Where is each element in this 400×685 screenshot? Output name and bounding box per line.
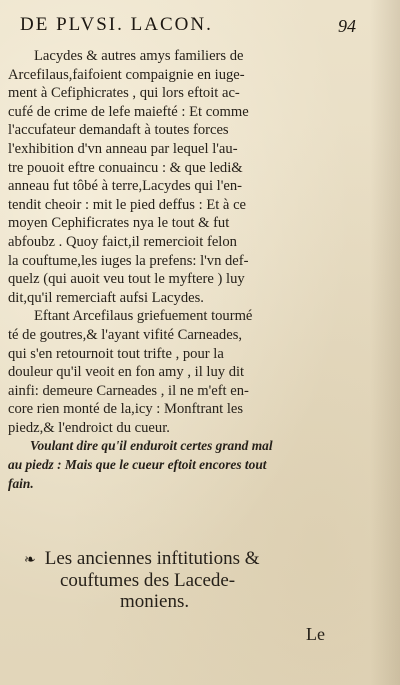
text-line: quelz (qui auoit veu tout le myftere ) luy xyxy=(8,271,245,288)
text-line: la couftume,les iuges la prefens: l'vn def- xyxy=(8,252,249,269)
text-line: ainfi: demeure Carneades , il ne m'eft en- xyxy=(8,382,249,399)
page-header xyxy=(20,14,360,42)
text-line: qui s'en retournoit tout trifte , pour la xyxy=(8,345,224,362)
body-text xyxy=(8,47,336,493)
text-line: moyen Cephificrates nya le tout & fut xyxy=(8,215,230,232)
heading-text: Les anciennes inftitutions & xyxy=(44,548,260,569)
heading-line: moniens. xyxy=(120,591,190,612)
text-line: Arcefilaus,faifoient compaignie en iuge- xyxy=(8,66,245,83)
fleuron-icon: ❧ xyxy=(24,553,36,568)
text-line: anneau fut tôbé à terre,Lacydes qui l'en- xyxy=(8,178,242,195)
text-line: Eftant Arcefilaus griefuement tourmé xyxy=(34,308,253,325)
text-line: tendit cheoir : mit le pied deffus : Et à ce xyxy=(8,196,247,213)
text-line: dit,qu'il remerciaft aufsi Lacydes. xyxy=(8,289,204,306)
text-line: ment à Cefiphicrates , qui lors eftoit ac- xyxy=(8,85,240,102)
italic-gloss-line: au piedz : Mais que le cueur eftoit encores tout xyxy=(8,457,267,473)
heading-line: couftumes des Lacede- xyxy=(60,569,236,591)
text-line: tre pouoit eftre conuaincu : & que ledi& xyxy=(8,159,243,176)
text-line: abfoubz . Quoy faict,il remercioit felon xyxy=(8,233,237,250)
text-line: cufé de crime de lefe maiefté : Et comme xyxy=(8,103,249,120)
text-line: té de goutres,& l'ayant vifité Carneades, xyxy=(8,326,243,343)
text-line: Lacydes & autres amys familiers de xyxy=(34,48,244,64)
catchword: Le xyxy=(306,624,325,644)
text-line: l'accufateur demandaft à toutes forces xyxy=(8,122,229,139)
running-title: DE PLVSI. LACON. xyxy=(20,14,213,35)
text-line: l'exhibition d'vn anneau par lequel l'au- xyxy=(8,140,238,157)
text-line: piedz,& l'endroict du cueur. xyxy=(8,419,170,436)
heading-line xyxy=(24,548,344,570)
page-number: 94 xyxy=(338,16,356,36)
page-edge-shadow xyxy=(370,0,400,685)
section-heading xyxy=(24,548,344,613)
text-line: douleur qu'il veoit en fon amy , il luy dit xyxy=(8,364,245,381)
italic-gloss-line: fain. xyxy=(8,475,34,491)
text-line: core rien monté de la,icy : Monftrant les xyxy=(8,401,244,418)
italic-gloss-line: Voulant dire qu'il enduroit certes grand mal xyxy=(30,438,273,454)
